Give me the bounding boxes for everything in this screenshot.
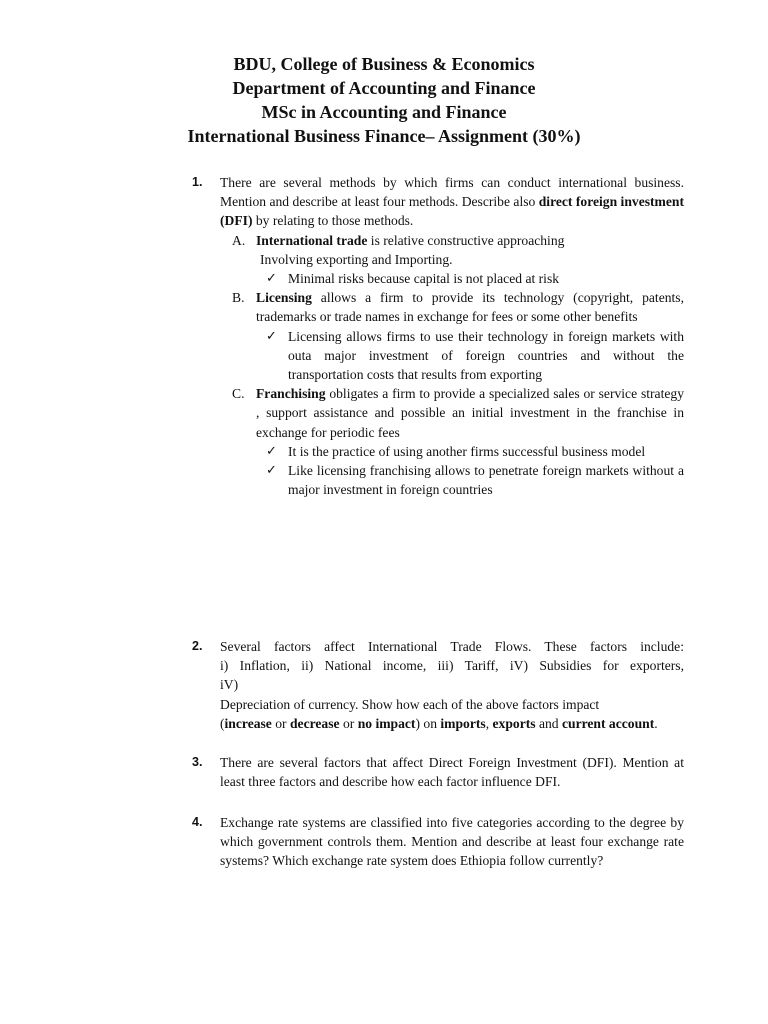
item-letter: B. <box>232 290 245 306</box>
bullet-item: ✓ Licensing allows firms to use their technology in foreign markets with outa major investment of foreign countries and without the transportation costs that results from exporting <box>266 328 684 383</box>
checkmark-icon: ✓ <box>266 328 277 344</box>
bullet-item: ✓ Minimal risks because capital is not placed at risk <box>266 269 684 288</box>
question-number: 4. <box>192 815 203 829</box>
method-item-licensing: B. Licensing allows a firm to provide its technology (copyright, patents, trademarks or trade names in exchange for fees or some other benefits <box>232 290 684 325</box>
question-1 <box>192 173 684 499</box>
program-title: MSc in Accounting and Finance <box>261 102 507 122</box>
question-text: (increase or decrease or no impact) on imports, exports and current account. <box>220 715 658 731</box>
method-item-international-trade: A. International trade is relative constructive approaching Involving exporting and Importing. <box>232 231 684 269</box>
document-header <box>0 52 768 148</box>
question-text: There are several factors that affect Direct Foreign Investment (DFI). Mention at least three factors and describe how each factor influence DFI. <box>220 755 684 790</box>
question-number: 1. <box>192 175 203 189</box>
bullet-item: ✓ Like licensing franchising allows to penetrate foreign markets without a major investment in foreign countries <box>266 463 684 498</box>
department-title: Department of Accounting and Finance <box>232 78 536 98</box>
checkmark-icon: ✓ <box>266 443 277 459</box>
question-2: 2. Several factors affect International Trade Flows. These factors include: i) Inflation, ii) National income, iii) Tariff, iV) Subsidies for exporters, iV) Depreciation of currency. Show how each of the above factors impact (increase or decrease or no impact) on imports, exports and current account. <box>192 637 684 733</box>
question-number: 2. <box>192 639 203 653</box>
question-text: There are several methods by which firms can conduct international business. Mention and describe at least four methods. Describe also direct foreign investment (DFI) by relating to those methods. <box>220 175 684 229</box>
bullet-item: ✓ It is the practice of using another firms successful business model <box>266 442 684 461</box>
method-term: Licensing <box>256 290 312 306</box>
checkmark-icon: ✓ <box>266 463 277 479</box>
item-letter: A. <box>232 232 246 248</box>
assignment-title: International Business Finance– Assignment (30%) <box>187 126 581 146</box>
question-3 <box>192 753 684 791</box>
method-item-franchising: C. Franchising obligates a firm to provide a specialized sales or service strategy , support assistance and possible an initial investment in the franchise in exchange for periodic fees <box>232 386 684 440</box>
item-letter: C. <box>232 386 245 402</box>
question-4 <box>192 813 684 871</box>
university-title: BDU, College of Business & Economics <box>233 54 535 74</box>
question-number: 3. <box>192 755 203 769</box>
method-term: International trade <box>256 232 368 248</box>
method-extra: Involving exporting and Importing. <box>260 251 453 267</box>
checkmark-icon: ✓ <box>266 271 277 287</box>
question-text: Exchange rate systems are classified into five categories according to the degree by which government controls them. Mention and describe at least four exchange rate systems? Which exchange rate system does Ethiopia follow currently? <box>220 815 684 869</box>
method-term: Franchising <box>256 386 326 402</box>
